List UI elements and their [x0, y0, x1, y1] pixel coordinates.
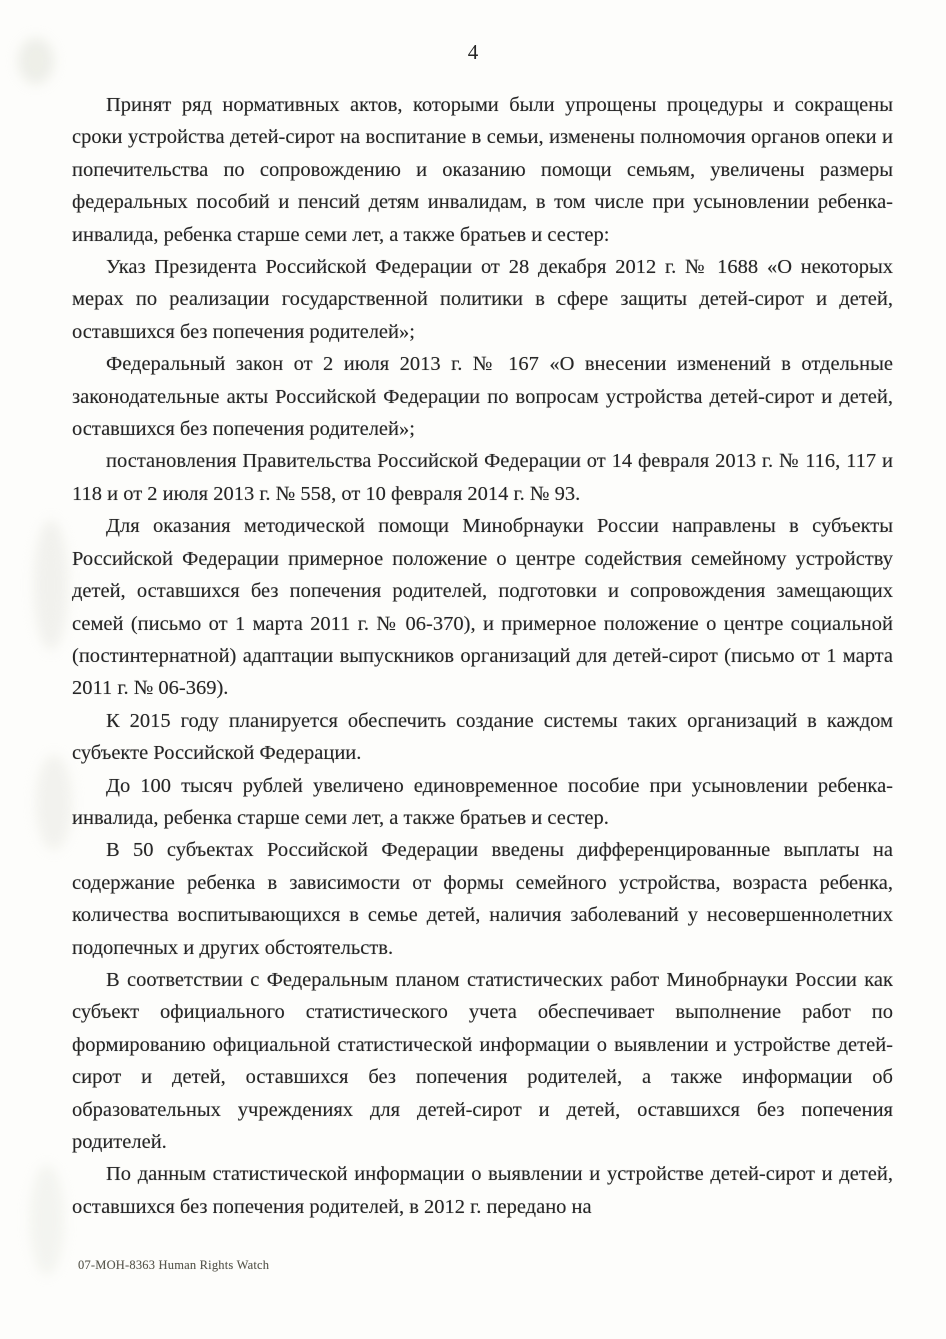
- footer-reference-number: 07-MOH-8363 Human Rights Watch: [78, 1258, 270, 1272]
- paragraph: Принят ряд нормативных актов, которыми были упрощены процедуры и сокращены сроки устройства детей-сирот на воспитание в семьи, изменены полномочия органов опеки и попечительства по сопровождению и оказанию помощи семьям, увеличены размеры федеральных пособий и пенсий детям инвалидам, в том числе при усыновлении ребенка-инвалида, ребенка старше семи лет, а также братьев и сестер:: [72, 94, 893, 246]
- scan-smudge: [34, 520, 68, 650]
- paragraph: Указ Президента Российской Федерации от 28 декабря 2012 г. № 1688 «О некоторых мерах по реализации государственной политики в сфере защиты детей-сирот и детей, оставшихся без попечения родителей»;: [72, 256, 893, 343]
- scan-smudge: [36, 755, 72, 850]
- page-number: 4: [467, 40, 479, 64]
- scan-smudge: [30, 1165, 64, 1275]
- document-body: [72, 89, 893, 1223]
- paragraph: постановления Правительства Российской Федерации от 14 февраля 2013 г. № 116, 117 и 118 и от 2 июля 2013 г. № 558, от 10 февраля 2014 г. № 93.: [72, 450, 893, 505]
- paragraph: Для оказания методической помощи Минобрнауки России направлены в субъекты Российской Федерации примерное положение о центре содействия семейному устройству детей, оставшихся без попечения родителей, подготовки и сопровождения замещающих семей (письмо от 1 марта 2011 г. № 06-370), и примерное положение о центре социальной (постинтернатной) адаптации выпускников организаций для детей-сирот (письмо от 1 марта 2011 г. № 06-369).: [72, 515, 893, 700]
- paragraph: В соответствии с Федеральным планом статистических работ Минобрнауки России как субъект официального статистического учета обеспечивает выполнение работ по формированию официальной статистической информации о выявлении и устройстве детей-сирот и детей, оставшихся без попечения родителей, а также информации об образовательных учреждениях для детей-сирот и детей, оставшихся без попечения родителей.: [72, 968, 893, 1153]
- paragraph: По данным статистической информации о выявлении и устройстве детей-сирот и детей, оставшихся без попечения родителей, в 2012 г. передано на: [72, 1163, 893, 1218]
- paragraph: В 50 субъектах Российской Федерации введены дифференцированные выплаты на содержание ребенка в зависимости от формы семейного устройства, возраста ребенка, количества воспитывающихся в семье детей, наличия заболеваний у несовершеннолетних подопечных и других обстоятельств.: [72, 839, 893, 959]
- paragraph: К 2015 году планируется обеспечить создание системы таких организаций в каждом субъекте Российской Федерации.: [72, 709, 893, 765]
- paragraph: До 100 тысяч рублей увеличено единовременное пособие при усыновлении ребенка-инвалида, ребенка старше семи лет, а также братьев и сестер.: [72, 774, 893, 829]
- paragraph: Федеральный закон от 2 июля 2013 г. № 167 «О внесении изменений в отдельные законодательные акты Российской Федерации по вопросам устройства детей-сирот и детей, оставшихся без попечения родителей»;: [72, 353, 893, 441]
